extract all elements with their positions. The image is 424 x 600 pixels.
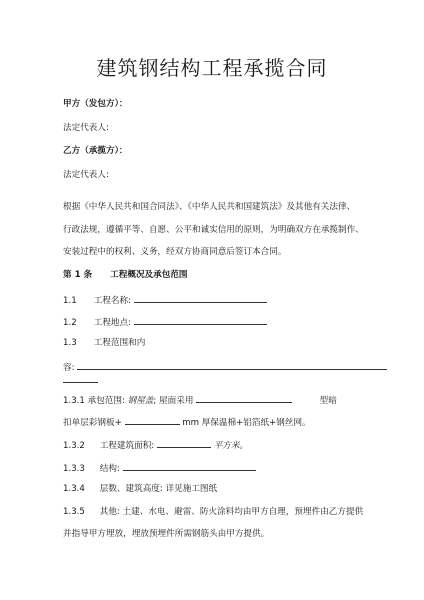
structure-blank — [123, 461, 256, 471]
building-area-blank — [157, 438, 211, 448]
project-scope-blank-cont — [63, 382, 98, 383]
item-1-3-1-continued: 扣单层彩钢板+ mm 厚保温棉+铝箔纸+钢丝网。 — [63, 415, 311, 429]
scope-value: 钢屋盖 — [127, 396, 154, 406]
item-1-3-4: 1.3.4 层数、建筑高度: 详见施工图纸 — [63, 484, 218, 494]
structure-label: 结构: — [99, 464, 120, 474]
intro-line-3: 安装过程中的权利、义务，经双方协商同意后签订本合同。 — [63, 247, 287, 257]
roof-type-blank — [196, 393, 292, 403]
project-name-blank — [134, 293, 267, 303]
intro-line-2: 行政法规，遵循平等、自愿、公平和诚实信用的原则，为明确双方在承揽制作、 — [63, 225, 364, 235]
item-1-3-5-continued: 并指导甲方埋放，埋放预埋件所需钢筋头由甲方提供。 — [63, 529, 270, 539]
project-scope-label: 工程范围和内 — [93, 338, 146, 348]
item-1-3-1: 1.3.1 承包范围: 钢屋盖; 屋面采用 型暗 — [63, 393, 337, 407]
party-a-representative: 法定代表人: — [63, 123, 109, 133]
party-b-label: 乙方（承揽方）： — [63, 146, 128, 156]
area-unit: 平方米 — [213, 441, 240, 451]
item-1-3-5: 1.3.5 其他: 土建、水电、避雷、防火涂料均由甲方自理，预埋件由乙方提供 — [63, 507, 364, 517]
project-name-label: 工程名称: — [93, 296, 132, 306]
party-b-representative: 法定代表人: — [63, 170, 109, 180]
item-1-2: 1.2 工程地点: — [63, 315, 267, 329]
item-1-3-3: 1.3.3 结构: — [63, 461, 256, 475]
article-1-number: 第 1 条 — [63, 270, 93, 280]
item-1-3: 1.3 工程范围和内 — [63, 338, 146, 348]
item-1-1: 1.1 工程名称: — [63, 293, 267, 307]
item-1-3-continued: 容: — [63, 360, 387, 374]
floors-height-value: 详见施工图纸 — [165, 484, 218, 494]
building-area-label: 工程建筑面积: — [99, 441, 155, 451]
project-scope-blank — [77, 360, 387, 370]
project-location-blank — [134, 315, 267, 325]
article-1-heading — [63, 270, 188, 281]
insulation-thickness-blank — [125, 415, 180, 425]
article-1-title: 工程概况及承包范围 — [110, 270, 188, 280]
document-title: 建筑钢结构工程承揽合同 — [96, 56, 328, 80]
floors-height-label: 层数、建筑高度: — [99, 484, 163, 494]
party-a-label: 甲方（发包方）： — [63, 99, 128, 109]
item-1-3-2: 1.3.2 工程建筑面积: 平方米。 — [63, 438, 248, 452]
project-location-label: 工程地点: — [93, 318, 132, 328]
other-terms: 其他: 土建、水电、避雷、防火涂料均由甲方自理，预埋件由乙方提供 — [99, 507, 364, 517]
intro-line-1: 根据《中华人民共和国合同法》、《中华人民共和国建筑法》及其他有关法律、 — [63, 202, 356, 212]
